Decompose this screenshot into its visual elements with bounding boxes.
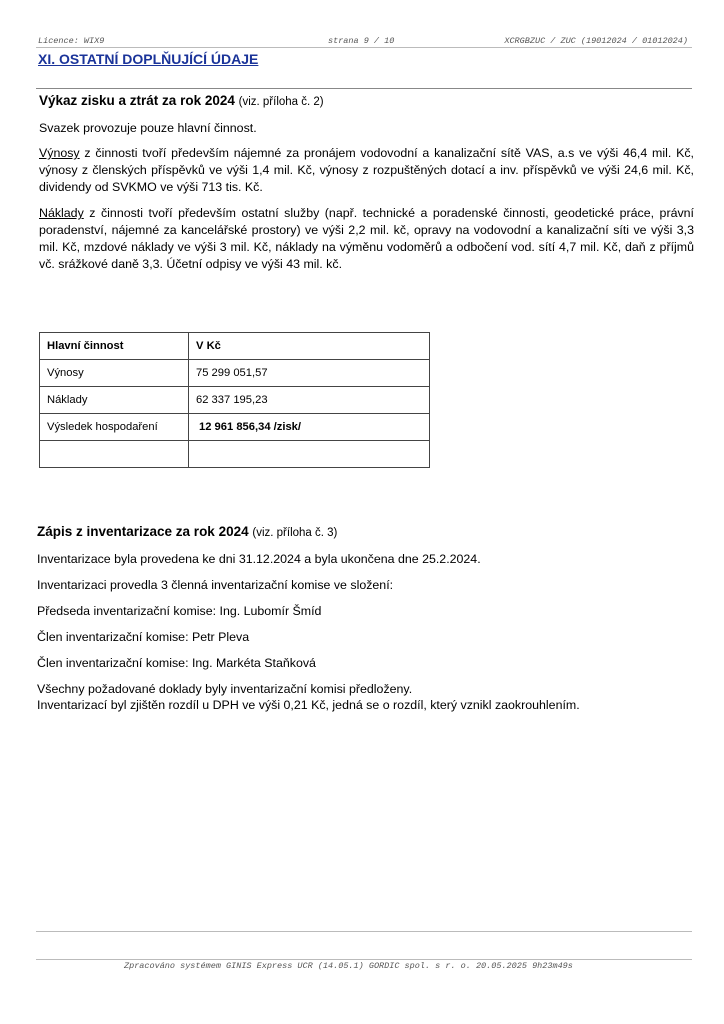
licence-label: Licence: WIX9 — [38, 36, 105, 46]
header-divider — [36, 47, 692, 48]
table-row-label: Náklady — [40, 387, 189, 414]
section-divider — [36, 88, 692, 89]
table-row-label — [40, 441, 189, 468]
income-text: z činnosti tvoří především nájemné za pronájem vodovodní a kanalizační sítě VAS, a.s ve výši 46,4 mil. Kč, výnosy z členských příspěvků ve výši 1,4 mil. Kč, výnosy z rozpuštěných dotací a inv. příspěvků ve výši 24,6 mil. Kč, dividendy od SVKMO ve výši 713 tis. Kč. — [39, 146, 694, 194]
document-code: XCRGBZUC / ZUC (19012024 / 01012024) — [504, 36, 688, 46]
profit-heading-ref: (viz. příloha č. 2) — [238, 96, 324, 108]
inventory-heading-text: Zápis z inventarizace za rok 2024 — [37, 524, 249, 539]
income-label: Výnosy — [39, 146, 80, 160]
table-header-amount: V Kč — [189, 333, 430, 360]
table-row-value: 12 961 856,34 /zisk/ — [189, 414, 430, 441]
table-row — [40, 414, 430, 441]
table-row-value: 75 299 051,57 — [189, 360, 430, 387]
page-number: strana 9 / 10 — [328, 36, 395, 46]
section-title: XI. OSTATNÍ DOPLŇUJÍCÍ ÚDAJE — [38, 51, 259, 67]
table-row-value: 62 337 195,23 — [189, 387, 430, 414]
table-row-label: Výsledek hospodaření — [40, 414, 189, 441]
inventory-line: Inventarizaci provedla 3 členná inventarizační komise ve složení: — [37, 578, 394, 592]
inventory-line: Inventarizace byla provedena ke dni 31.12.2024 a byla ukončena dne 25.2.2024. — [37, 552, 481, 566]
page-footer: Zpracováno systémem GINIS Express UCR (14.05.1) GORDIC spol. s r. o. 20.05.2025 9h23m49s — [124, 961, 573, 971]
table-row — [40, 387, 430, 414]
cost-text: z činnosti tvoří především ostatní služby (např. technické a poradenské činnosti, geodetické práce, právní poradenství, nájemné za kancelářské prostory) ve výši 2,2 mil. kč, opravy na vodovodní a kanalizační síti ve výši 3,3 mil. Kč, mzdové náklady ve výši 3 mil. Kč, náklady na výměnu vodoměrů a odbočení vod. sítí 4,7 mil. Kč, daň z příjmů vč. srážkové daně 3,3. Účetní odpisy ve výši 43 mil. kč. — [39, 206, 694, 271]
inventory-line: Člen inventarizační komise: Petr Pleva — [37, 630, 250, 644]
table-row — [40, 360, 430, 387]
cost-label: Náklady — [39, 206, 84, 220]
profit-heading-text: Výkaz zisku a ztrát za rok 2024 — [39, 93, 235, 108]
profit-heading — [39, 93, 324, 108]
inventory-line: Předseda inventarizační komise: Ing. Lubomír Šmíd — [37, 604, 322, 618]
income-paragraph — [39, 145, 694, 196]
footer-divider — [36, 931, 692, 932]
table-row — [40, 441, 430, 468]
inventory-heading-ref: (viz. příloha č. 3) — [252, 527, 338, 539]
table-row-label: Výnosy — [40, 360, 189, 387]
activity-table — [39, 332, 430, 468]
inventory-line: Člen inventarizační komise: Ing. Markéta Staňková — [37, 656, 316, 670]
table-header-activity: Hlavní činnost — [40, 333, 189, 360]
inventory-line: Všechny požadované doklady byly inventarizační komisi předloženy. — [37, 682, 413, 696]
footer-divider — [36, 959, 692, 960]
profit-intro: Svazek provozuje pouze hlavní činnost. — [39, 121, 257, 135]
inventory-heading — [37, 524, 337, 539]
inventory-line: Inventarizací byl zjištěn rozdíl u DPH ve výši 0,21 Kč, jedná se o rozdíl, který vznikl zaokrouhlením. — [37, 698, 580, 712]
table-header-row — [40, 333, 430, 360]
table-row-value — [189, 441, 430, 468]
cost-paragraph — [39, 205, 694, 273]
